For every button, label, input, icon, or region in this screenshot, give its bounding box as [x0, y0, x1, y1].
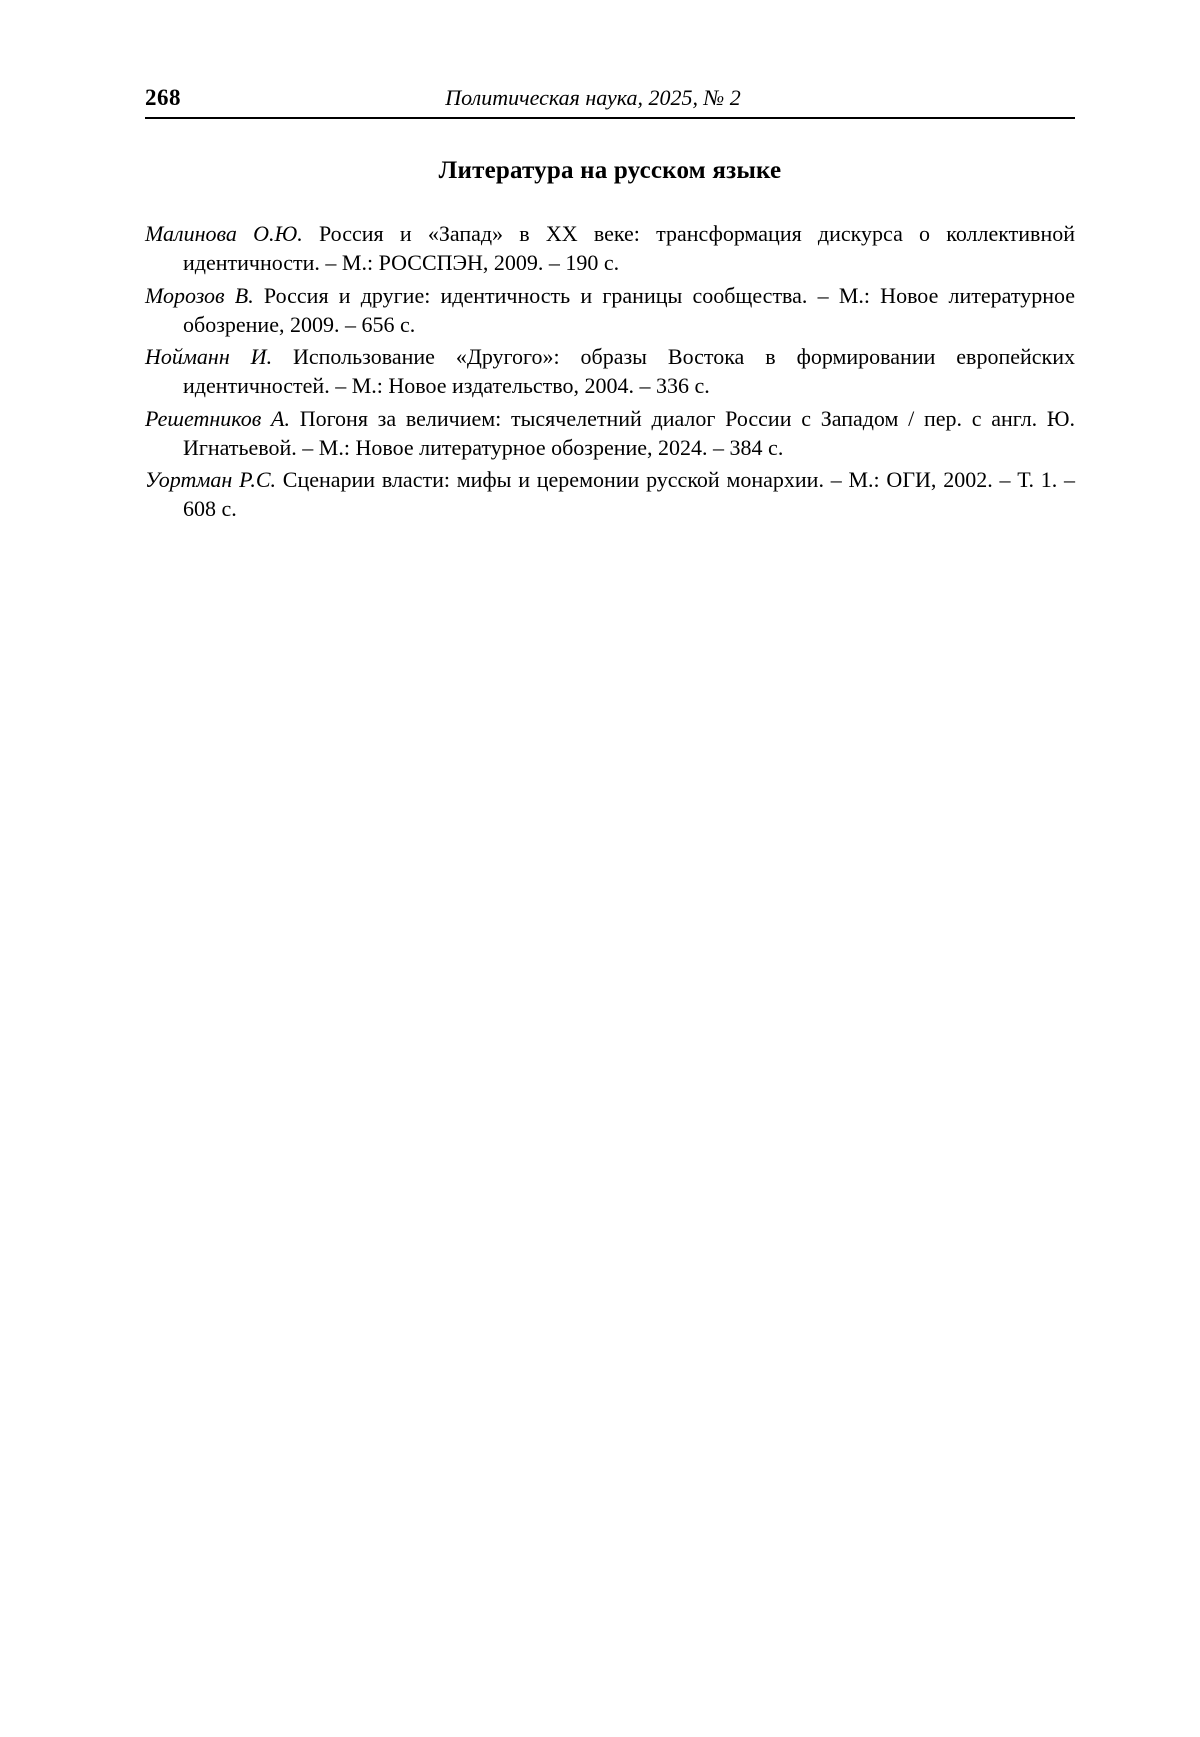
reference-list — [145, 219, 1075, 524]
reference-entry — [145, 281, 1075, 340]
reference-text: Погоня за величием: тысячелетний диалог России с Западом / пер. с англ. Ю. Игнатьевой. – М.: Новое литературное обозрение, 2024. – 384 с. — [183, 405, 1076, 460]
page-number: 268 — [145, 85, 181, 110]
reference-entry — [145, 465, 1075, 524]
journal-info: Политическая наука, 2025, № 2 — [445, 85, 741, 110]
reference-entry — [145, 342, 1075, 401]
reference-text: Россия и другие: идентичность и границы сообщества. – М.: Новое литературное обозрение, 2009. – 656 с. — [183, 282, 1075, 337]
reference-author: Нойманн И. — [145, 344, 273, 369]
reference-author: Малинова О.Ю. — [145, 221, 303, 246]
reference-text: Использование «Другого»: образы Востока в формировании европейских идентичностей. – М.: Новое издательство, 2004. – 336 с. — [183, 344, 1075, 399]
section-title: Литература на русском языке — [438, 157, 782, 184]
reference-entry — [145, 219, 1075, 278]
reference-author: Морозов В. — [145, 282, 254, 308]
reference-text: Россия и «Запад» в XX веке: трансформация дискурса о коллективной идентичности. – М.: РОССПЭН, 2009. – 190 с. — [183, 221, 1075, 276]
reference-entry — [145, 404, 1075, 463]
reference-text: Сценарии власти: мифы и церемонии русской монархии. – М.: ОГИ, 2002. – Т. 1. – 608 с. — [183, 467, 1076, 522]
running-head — [145, 85, 1075, 119]
reference-author: Решетников А. — [145, 405, 290, 431]
reference-author: Уортман Р.С. — [145, 467, 277, 492]
page-content — [145, 85, 1075, 527]
